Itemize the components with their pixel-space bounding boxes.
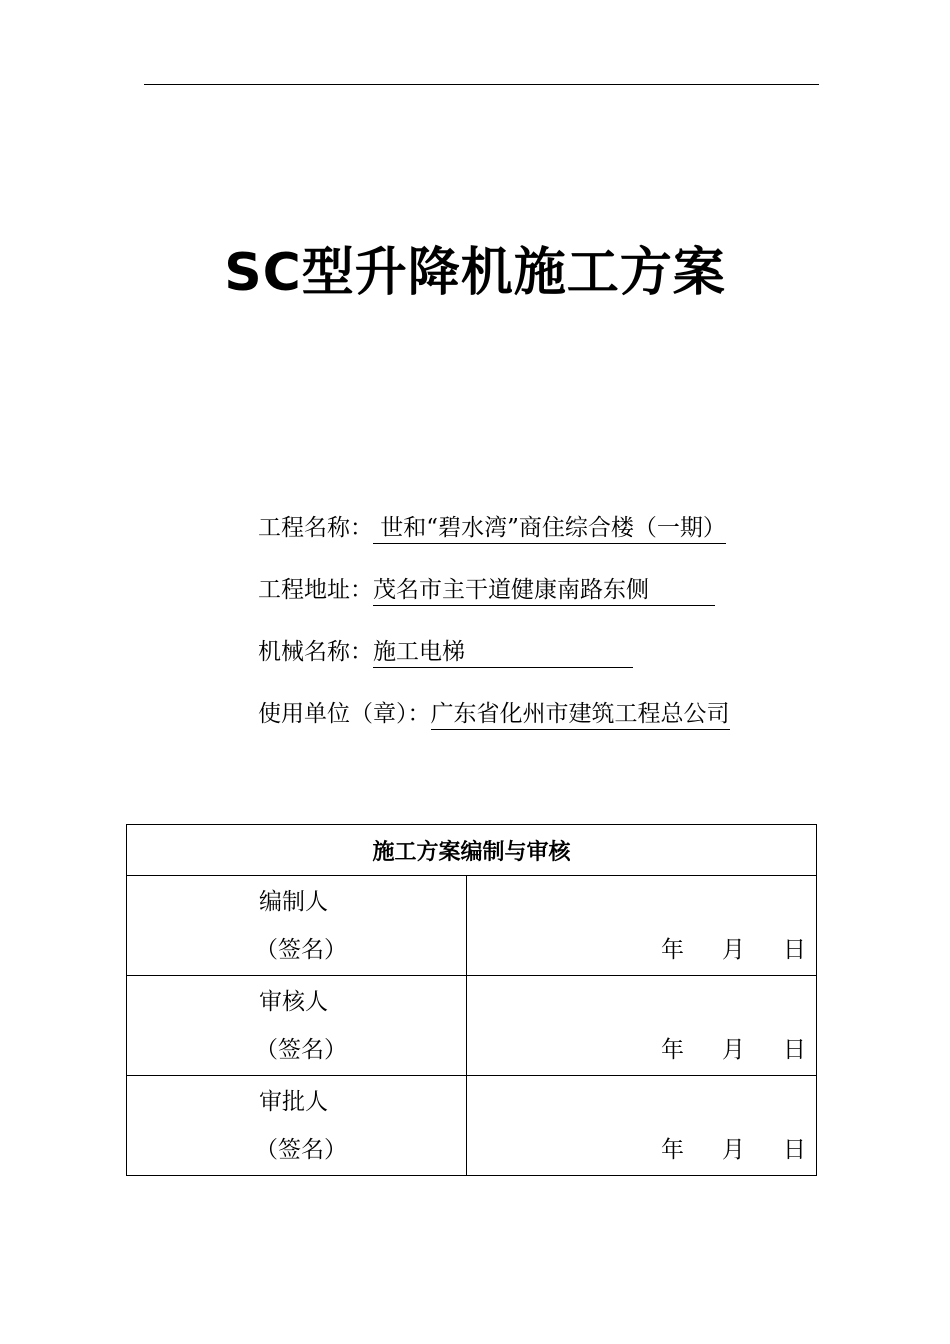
project-address-value: 茂名市主干道健康南路东侧 bbox=[373, 575, 715, 606]
signature-label: （签名） bbox=[255, 1137, 347, 1163]
date-row bbox=[661, 934, 806, 966]
date-row bbox=[661, 1034, 806, 1066]
month-label: 月 bbox=[722, 1137, 746, 1163]
role-name: 审核人 bbox=[259, 989, 328, 1015]
date-cell bbox=[467, 976, 817, 1076]
role-name: 编制人 bbox=[259, 889, 328, 915]
header-rule bbox=[144, 84, 819, 85]
month-label: 月 bbox=[722, 1037, 746, 1063]
review-table bbox=[126, 824, 817, 1176]
user-unit-line bbox=[258, 696, 730, 732]
day-label: 日 bbox=[783, 1137, 807, 1163]
date-cell bbox=[467, 1076, 817, 1176]
project-name-label: 工程名称： bbox=[258, 515, 373, 541]
day-label: 日 bbox=[783, 937, 807, 963]
role-cell bbox=[127, 976, 467, 1076]
machine-name-line bbox=[258, 634, 633, 670]
machine-name-label: 机械名称： bbox=[258, 639, 373, 665]
project-address-label: 工程地址： bbox=[258, 577, 373, 603]
year-label: 年 bbox=[661, 1137, 685, 1163]
date-cell bbox=[467, 876, 817, 976]
user-unit-label: 使用单位（章）： bbox=[258, 701, 431, 727]
day-label: 日 bbox=[783, 1037, 807, 1063]
project-address-line bbox=[258, 572, 715, 608]
table-row bbox=[127, 1076, 817, 1176]
project-name-value: 世和“碧水湾”商住综合楼（一期） bbox=[373, 513, 726, 544]
year-label: 年 bbox=[661, 937, 685, 963]
signature-label: （签名） bbox=[255, 1037, 347, 1063]
date-row bbox=[661, 1134, 806, 1166]
role-cell bbox=[127, 1076, 467, 1176]
signature-label: （签名） bbox=[255, 937, 347, 963]
table-row bbox=[127, 876, 817, 976]
role-name: 审批人 bbox=[259, 1089, 328, 1115]
year-label: 年 bbox=[661, 1037, 685, 1063]
machine-name-value: 施工电梯 bbox=[373, 637, 633, 668]
user-unit-value: 广东省化州市建筑工程总公司 bbox=[431, 699, 730, 730]
document-title: SC型升降机施工方案 bbox=[224, 243, 726, 303]
review-table-header-row bbox=[127, 825, 817, 876]
table-row bbox=[127, 976, 817, 1076]
project-name-line bbox=[258, 510, 726, 546]
role-cell bbox=[127, 876, 467, 976]
month-label: 月 bbox=[722, 937, 746, 963]
review-table-heading: 施工方案编制与审核 bbox=[127, 825, 817, 876]
